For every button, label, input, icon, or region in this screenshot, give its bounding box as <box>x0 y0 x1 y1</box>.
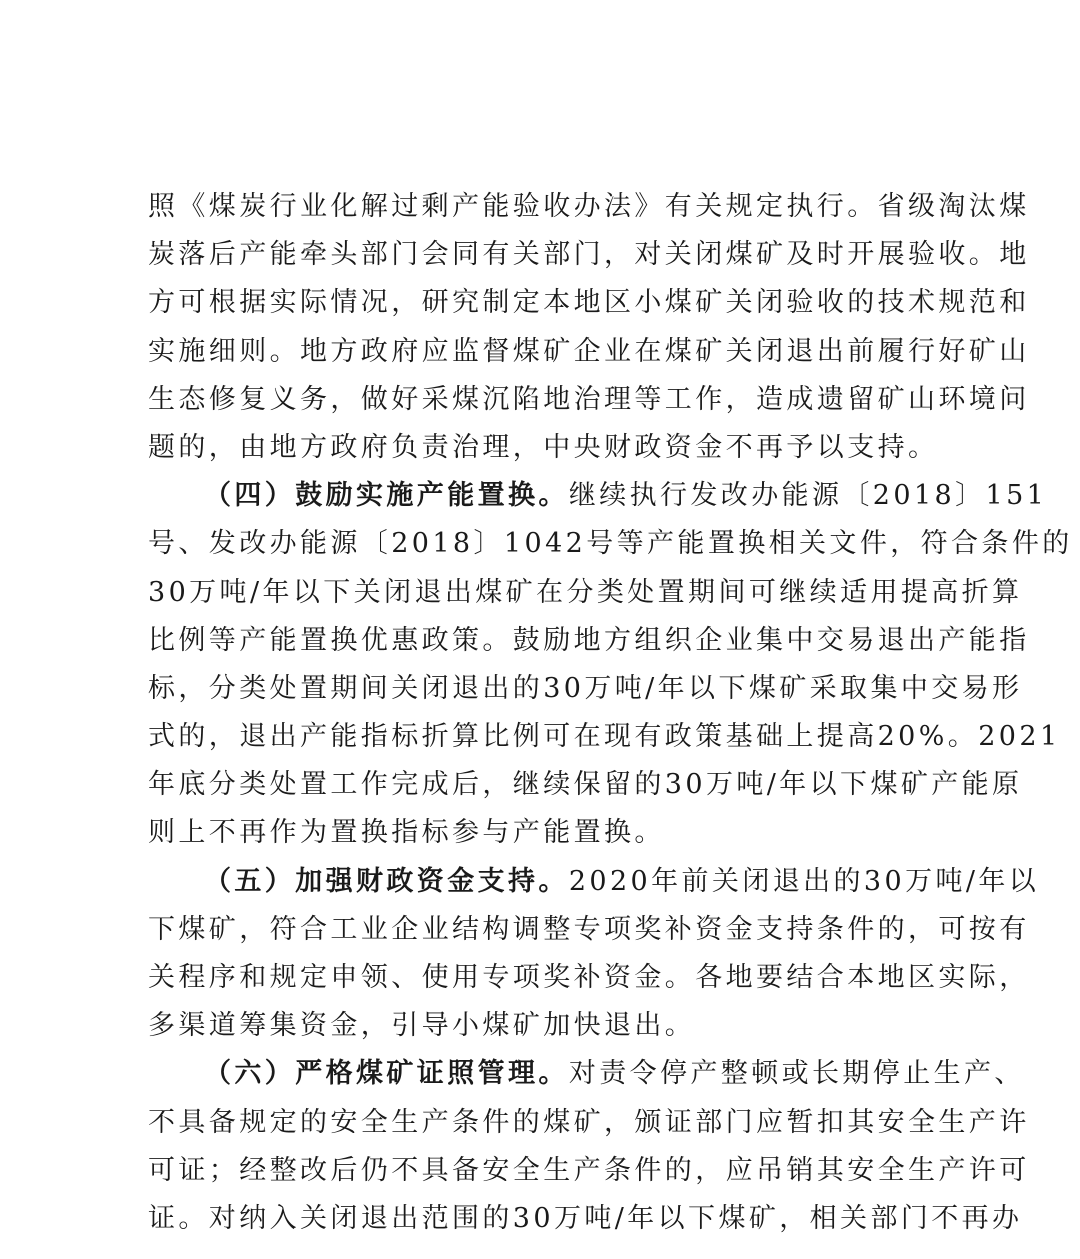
paragraph-first-line <box>148 472 1048 520</box>
section-heading: （五）加强财政资金支持。 <box>204 865 569 897</box>
section-heading: （四）鼓励实施产能置换。 <box>204 480 569 512</box>
paragraph-fiscal-support <box>148 858 1040 1051</box>
text-span: 继续执行发改办能源〔2018〕151 <box>568 480 1048 512</box>
text-line: 不具备规定的安全生产条件的煤矿，颁证部门应暂扣其安全生产许 <box>148 1106 1030 1138</box>
text-line: 炭落后产能牵头部门会同有关部门，对关闭煤矿及时开展验收。地 <box>148 239 1030 271</box>
paragraph-capacity-replacement <box>148 472 1073 858</box>
text-line: 证。对纳入关闭退出范围的30万吨/年以下煤矿，相关部门不再办 <box>148 1202 1023 1234</box>
text-line: 关程序和规定申领、使用专项奖补资金。各地要结合本地区实际， <box>148 962 1030 993</box>
text-line: 题的，由地方政府负责治理，中央财政资金不再予以支持。 <box>148 431 939 463</box>
text-line: 生态修复义务，做好采煤沉陷地治理等工作，造成遗留矿山环境问 <box>148 383 1030 415</box>
section-heading: （六）严格煤矿证照管理。 <box>204 1058 569 1090</box>
text-line: 年底分类处置工作完成后，继续保留的30万吨/年以下煤矿产能原 <box>148 769 1023 801</box>
text-line: 下煤矿，符合工业企业结构调整专项奖补资金支持条件的，可按有 <box>148 913 1030 945</box>
paragraph-closure-acceptance <box>148 183 1030 472</box>
text-line: 式的，退出产能指标折算比例可在现有政策基础上提高20%。2021 <box>148 721 1061 753</box>
paragraph-first-line <box>148 1050 1025 1098</box>
text-line: 可证；经整改后仍不具备安全生产条件的，应吊销其安全生产许可 <box>148 1154 1030 1186</box>
text-span: 对责令停产整顿或长期停止生产、 <box>568 1058 1025 1090</box>
text-line: 多渠道筹集资金，引导小煤矿加快退出。 <box>148 1010 696 1042</box>
text-line: 号、发改办能源〔2018〕1042号等产能置换相关文件，符合条件的 <box>148 528 1073 560</box>
text-line: 照《煤炭行业化解过剩产能验收办法》有关规定执行。省级淘汰煤 <box>148 191 1030 222</box>
paragraph-license-management <box>148 1050 1030 1243</box>
text-line: 实施细则。地方政府应监督煤矿企业在煤矿关闭退出前履行好矿山 <box>148 335 1030 367</box>
text-line: 则上不再作为置换指标参与产能置换。 <box>148 817 665 849</box>
document-body <box>148 183 1073 1243</box>
text-line: 方可根据实际情况，研究制定本地区小煤矿关闭验收的技术规范和 <box>148 287 1030 319</box>
text-line: 比例等产能置换优惠政策。鼓励地方组织企业集中交易退出产能指 <box>148 624 1030 656</box>
text-line: 标，分类处置期间关闭退出的30万吨/年以下煤矿采取集中交易形 <box>148 672 1023 704</box>
text-line: 30万吨/年以下关闭退出煤矿在分类处置期间可继续适用提高折算 <box>148 576 1023 608</box>
text-span: 2020年前关闭退出的30万吨/年以 <box>568 865 1040 897</box>
paragraph-first-line <box>148 858 1040 906</box>
